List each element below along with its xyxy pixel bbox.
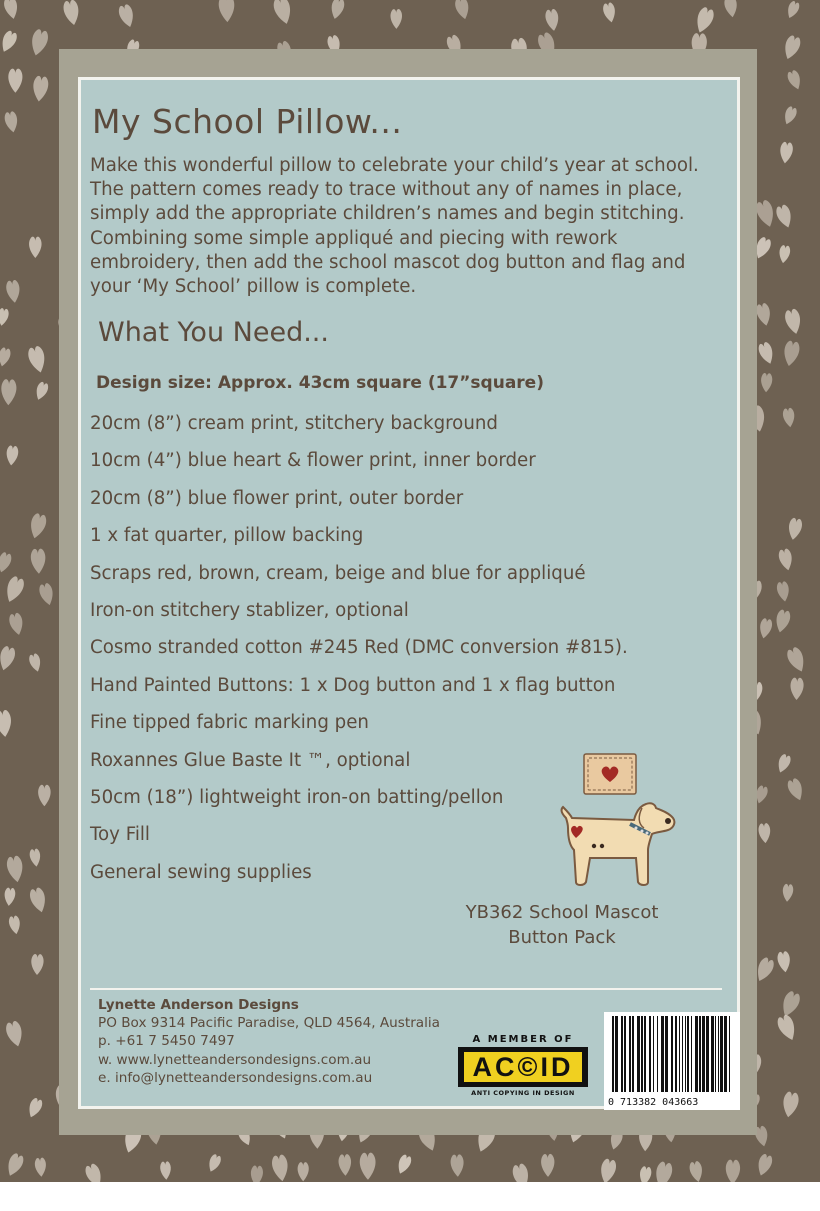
mascot-caption-line1: YB362 School Mascot	[465, 902, 659, 923]
barcode-bar	[612, 1016, 614, 1092]
heart-icon	[4, 111, 20, 134]
heart-icon	[28, 887, 49, 915]
barcode-bar	[632, 1016, 634, 1092]
contact-block	[98, 996, 440, 1087]
what-you-need-heading: What You Need...	[98, 317, 329, 348]
barcode-bars	[610, 1016, 734, 1094]
barcode-bar	[621, 1016, 623, 1092]
heart-icon	[218, 0, 235, 23]
heart-icon	[30, 548, 46, 574]
heart-icon	[774, 204, 794, 230]
heart-icon	[34, 1157, 47, 1177]
heart-icon	[4, 1020, 25, 1048]
heart-icon	[360, 1153, 376, 1180]
company-name: Lynette Anderson Designs	[98, 997, 299, 1013]
barcode-bar	[685, 1016, 686, 1092]
heart-flag-button-icon	[582, 752, 638, 796]
barcode-bar	[661, 1016, 664, 1092]
barcode-bar	[691, 1016, 692, 1092]
barcode	[604, 1012, 740, 1110]
list-item: Fine tipped fabric marking pen	[90, 712, 369, 734]
heart-icon	[3, 887, 15, 906]
list-item: Scraps red, brown, cream, beige and blue for appliqué	[90, 562, 586, 584]
heart-icon	[773, 609, 791, 634]
heart-icon	[250, 1165, 263, 1182]
heart-icon	[5, 279, 21, 303]
barcode-bar	[729, 1016, 730, 1092]
page-title: My School Pillow...	[92, 102, 403, 141]
heart-icon	[8, 612, 25, 636]
heart-icon	[329, 0, 346, 20]
barcode-bar	[695, 1016, 698, 1092]
heart-icon	[784, 308, 804, 336]
heart-icon	[782, 407, 796, 428]
heart-icon	[541, 1154, 555, 1177]
heart-icon	[83, 1162, 105, 1182]
heart-icon	[760, 373, 772, 393]
list-item: Hand Painted Buttons: 1 x Dog button and 1 x flag button	[90, 674, 616, 696]
heart-icon	[653, 1161, 674, 1182]
barcode-bar	[629, 1016, 631, 1092]
heart-icon	[117, 3, 136, 29]
barcode-bar	[687, 1016, 689, 1092]
heart-icon	[38, 582, 56, 607]
heart-icon	[0, 347, 12, 368]
heart-icon	[758, 823, 771, 844]
mascot-caption-line2: Button Pack	[508, 927, 616, 948]
heart-icon	[8, 915, 22, 935]
heart-icon	[395, 1153, 413, 1176]
barcode-bar	[724, 1016, 727, 1092]
heart-icon	[777, 548, 794, 572]
heart-icon	[786, 69, 804, 91]
barcode-bar	[679, 1016, 680, 1092]
acid-logo	[458, 1034, 588, 1097]
heart-icon	[638, 1166, 652, 1182]
heart-icon	[754, 199, 777, 229]
dog-button-icon	[556, 798, 680, 890]
list-item: Iron-on stitchery stablizer, optional	[90, 599, 409, 621]
heart-icon	[779, 141, 794, 164]
barcode-bar	[624, 1016, 626, 1092]
barcode-bar	[675, 1016, 677, 1092]
heart-icon	[3, 0, 20, 20]
barcode-bar	[682, 1016, 683, 1092]
heart-icon	[62, 0, 81, 26]
acid-logo-text: AC©ID	[472, 1051, 574, 1082]
heart-icon	[693, 6, 716, 35]
heart-icon	[775, 1013, 799, 1043]
barcode-bar	[706, 1016, 709, 1092]
list-item: General sewing supplies	[90, 861, 312, 883]
heart-icon	[272, 0, 294, 26]
materials-list	[90, 413, 628, 899]
heart-icon	[785, 0, 801, 20]
barcode-bar	[665, 1016, 668, 1092]
barcode-bar	[671, 1016, 673, 1092]
heart-icon	[8, 69, 22, 93]
heart-icon	[0, 551, 13, 574]
heart-icon	[2, 575, 26, 605]
mascot-caption	[430, 900, 694, 950]
heart-icon	[758, 618, 774, 640]
heart-icon	[688, 1160, 704, 1182]
heart-icon	[0, 29, 19, 54]
acid-top-text: A MEMBER OF	[472, 1034, 574, 1045]
heart-icon	[454, 0, 472, 21]
design-size: Design size: Approx. 43cm square (17”square)	[96, 373, 544, 393]
heart-icon	[4, 1152, 26, 1179]
heart-icon	[29, 848, 42, 867]
heart-icon	[776, 581, 791, 603]
heart-icon	[0, 645, 17, 672]
heart-icon	[31, 954, 44, 975]
acid-mark	[458, 1047, 588, 1087]
heart-icon	[33, 381, 49, 402]
heart-icon	[781, 1091, 800, 1119]
barcode-bar	[657, 1016, 658, 1092]
heart-icon	[782, 884, 794, 903]
barcode-bar	[711, 1016, 714, 1092]
list-item: 20cm (8”) cream print, stitchery background	[90, 413, 498, 434]
intro-paragraph: Make this wonderful pillow to celebrate your child’s year at school. The pattern comes ready to trace without any of names in place, simply add the appropriate children’s names and begin stitching. Combining some simple appliqué and piecing with rework embroidery, then add the school mascot dog button and flag and your ‘My School’ pillow is complete.	[90, 155, 699, 298]
heart-icon	[598, 1158, 618, 1182]
barcode-bar	[653, 1016, 654, 1092]
heart-icon	[781, 34, 802, 61]
heart-icon	[28, 28, 49, 57]
barcode-bar	[699, 1016, 701, 1092]
list-item: 10cm (4”) blue heart & flower print, inner border	[90, 450, 536, 472]
heart-icon	[725, 1160, 740, 1182]
heart-icon	[27, 512, 47, 540]
heart-icon	[755, 302, 773, 327]
heart-icon	[29, 237, 42, 258]
list-item: 50cm (18”) lightweight iron-on batting/pellon	[90, 786, 504, 808]
heart-icon	[0, 709, 13, 737]
list-item: Roxannes Glue Baste It ™, optional	[90, 749, 411, 771]
email: e. info@lynetteandersondesigns.com.au	[98, 1069, 373, 1086]
barcode-bar	[715, 1016, 716, 1092]
list-item: 20cm (8”) blue flower print, outer border	[90, 487, 464, 509]
website: w. www.lynetteandersondesigns.com.au	[98, 1051, 372, 1068]
barcode-bar	[720, 1016, 723, 1092]
barcode-bar	[641, 1016, 643, 1092]
heart-icon	[785, 646, 808, 675]
heart-icon	[271, 1154, 290, 1182]
heart-icon	[38, 785, 51, 807]
barcode-bar	[718, 1016, 719, 1092]
heart-icon	[450, 1154, 464, 1177]
heart-icon	[757, 341, 776, 366]
heart-icon	[31, 75, 49, 102]
heart-icon	[511, 1163, 531, 1182]
heart-icon	[787, 517, 804, 541]
heart-icon	[28, 653, 43, 673]
heart-icon	[602, 2, 617, 24]
divider	[90, 988, 722, 990]
barcode-bar	[637, 1016, 640, 1092]
barcode-bar	[615, 1016, 618, 1092]
heart-icon	[6, 855, 26, 883]
list-item: 1 x fat quarter, pillow backing	[90, 525, 364, 547]
heart-icon	[778, 245, 791, 264]
heart-icon	[5, 445, 19, 466]
heart-icon	[778, 990, 802, 1020]
heart-icon	[723, 0, 738, 18]
heart-icon	[777, 951, 792, 973]
heart-icon	[775, 753, 792, 775]
heart-icon	[26, 345, 48, 375]
heart-icon	[0, 308, 10, 327]
heart-icon	[206, 1153, 223, 1174]
heart-icon	[544, 8, 560, 31]
list-item: Toy Fill	[90, 824, 150, 846]
heart-icon	[782, 340, 801, 368]
list-item: Cosmo stranded cotton #245 Red (DMC conversion #815).	[90, 637, 628, 659]
heart-icon	[160, 1161, 172, 1180]
heart-icon	[298, 1162, 309, 1181]
heart-icon	[26, 1097, 44, 1120]
heart-icon	[786, 777, 806, 803]
address: PO Box 9314 Pacific Paradise, QLD 4564, Australia	[98, 1015, 441, 1032]
phone: p. +61 7 5450 7497	[98, 1033, 235, 1050]
heart-icon	[782, 105, 799, 126]
acid-bottom-text: ANTI COPYING IN DESIGN	[471, 1089, 575, 1097]
heart-icon	[790, 677, 804, 700]
barcode-digits: 0 713382 043663	[608, 1097, 699, 1108]
barcode-bar	[702, 1016, 705, 1092]
barcode-bar	[644, 1016, 646, 1092]
heart-icon	[338, 1154, 352, 1176]
heart-icon	[755, 1153, 774, 1178]
heart-icon	[1, 379, 17, 406]
heart-icon	[390, 9, 402, 29]
barcode-bar	[649, 1016, 651, 1092]
